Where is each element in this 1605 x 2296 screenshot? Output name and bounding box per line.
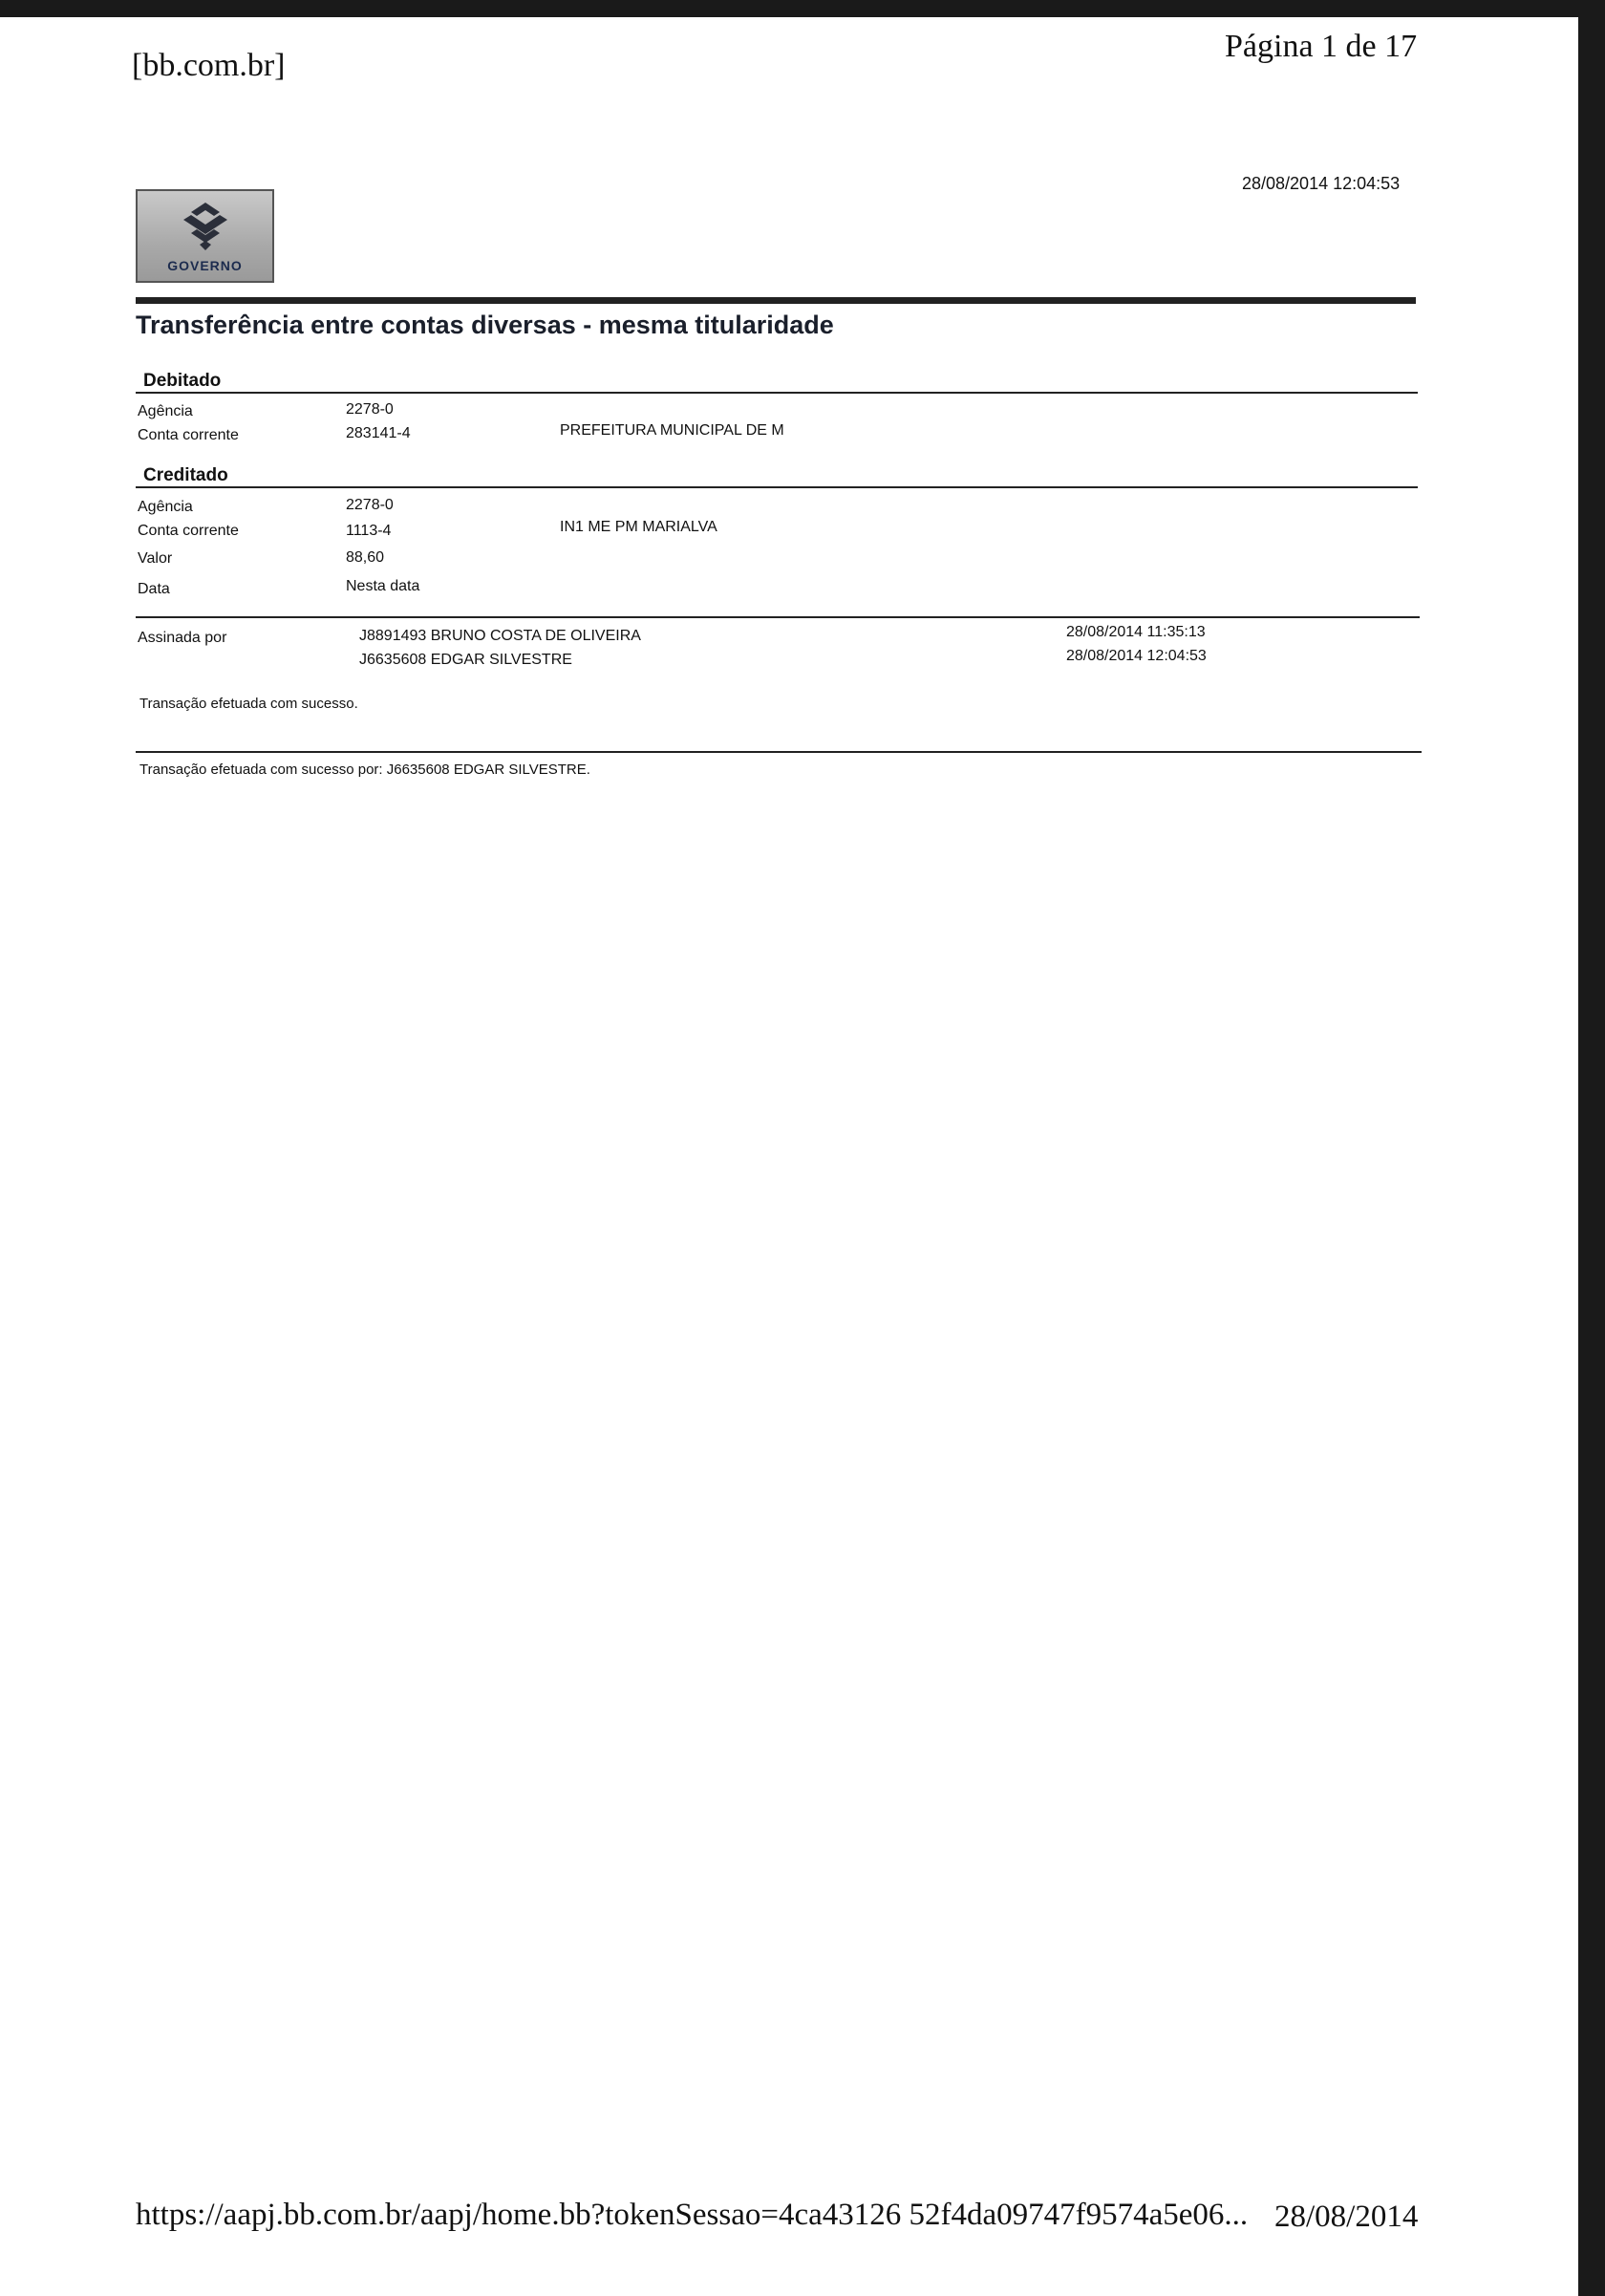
signer-datetime: 28/08/2014 11:35:13	[1066, 624, 1206, 640]
creditado-titular: IN1 ME PM MARIALVA	[560, 519, 717, 535]
signer-name: J6635608 EDGAR SILVESTRE	[359, 652, 572, 668]
creditado-rule	[136, 486, 1418, 488]
signer-datetime: 28/08/2014 12:04:53	[1066, 648, 1207, 664]
debitado-heading: Debitado	[143, 371, 222, 391]
signer-name: J8891493 BRUNO COSTA DE OLIVEIRA	[359, 628, 641, 644]
bb-logo-icon	[176, 199, 235, 254]
creditado-data-value: Nesta data	[346, 578, 420, 594]
assinada-rule	[136, 616, 1420, 618]
status-por-message: Transação efetuada com sucesso por: J6635608 EDGAR SILVESTRE.	[139, 762, 590, 778]
footer-date: 28/08/2014	[1274, 2199, 1419, 2234]
creditado-valor-label: Valor	[138, 550, 173, 567]
creditado-conta-label: Conta corrente	[138, 523, 239, 539]
page-title: Transferência entre contas diversas - mesma titularidade	[136, 311, 834, 339]
footer-url: https://aapj.bb.com.br/aapj/home.bb?tokenSessao=4ca43126 52f4da09747f9574a5e06...	[136, 2198, 1249, 2232]
debitado-conta-label: Conta corrente	[138, 427, 239, 443]
title-top-rule	[136, 297, 1416, 304]
site-label: [bb.com.br]	[132, 48, 286, 83]
scan-edge-top	[0, 0, 1605, 17]
scan-edge-right	[1578, 0, 1605, 2296]
creditado-valor-value: 88,60	[346, 549, 385, 566]
creditado-agencia-value: 2278-0	[346, 497, 394, 513]
assinada-label: Assinada por	[138, 630, 227, 646]
status-rule	[136, 751, 1422, 753]
debitado-conta-value: 283141-4	[346, 425, 411, 441]
debitado-agencia-label: Agência	[138, 403, 193, 419]
print-datetime: 28/08/2014 12:04:53	[1242, 174, 1401, 193]
page-indicator: Página 1 de 17	[1225, 29, 1418, 64]
status-message: Transação efetuada com sucesso.	[139, 696, 358, 712]
debitado-rule	[136, 392, 1418, 394]
governo-logo	[136, 189, 274, 283]
creditado-heading: Creditado	[143, 465, 228, 485]
debitado-titular: PREFEITURA MUNICIPAL DE M	[560, 422, 784, 439]
creditado-conta-value: 1113-4	[346, 523, 392, 539]
logo-text: GOVERNO	[167, 258, 243, 273]
creditado-agencia-label: Agência	[138, 499, 193, 515]
debitado-agencia-value: 2278-0	[346, 401, 394, 418]
creditado-data-label: Data	[138, 581, 170, 597]
